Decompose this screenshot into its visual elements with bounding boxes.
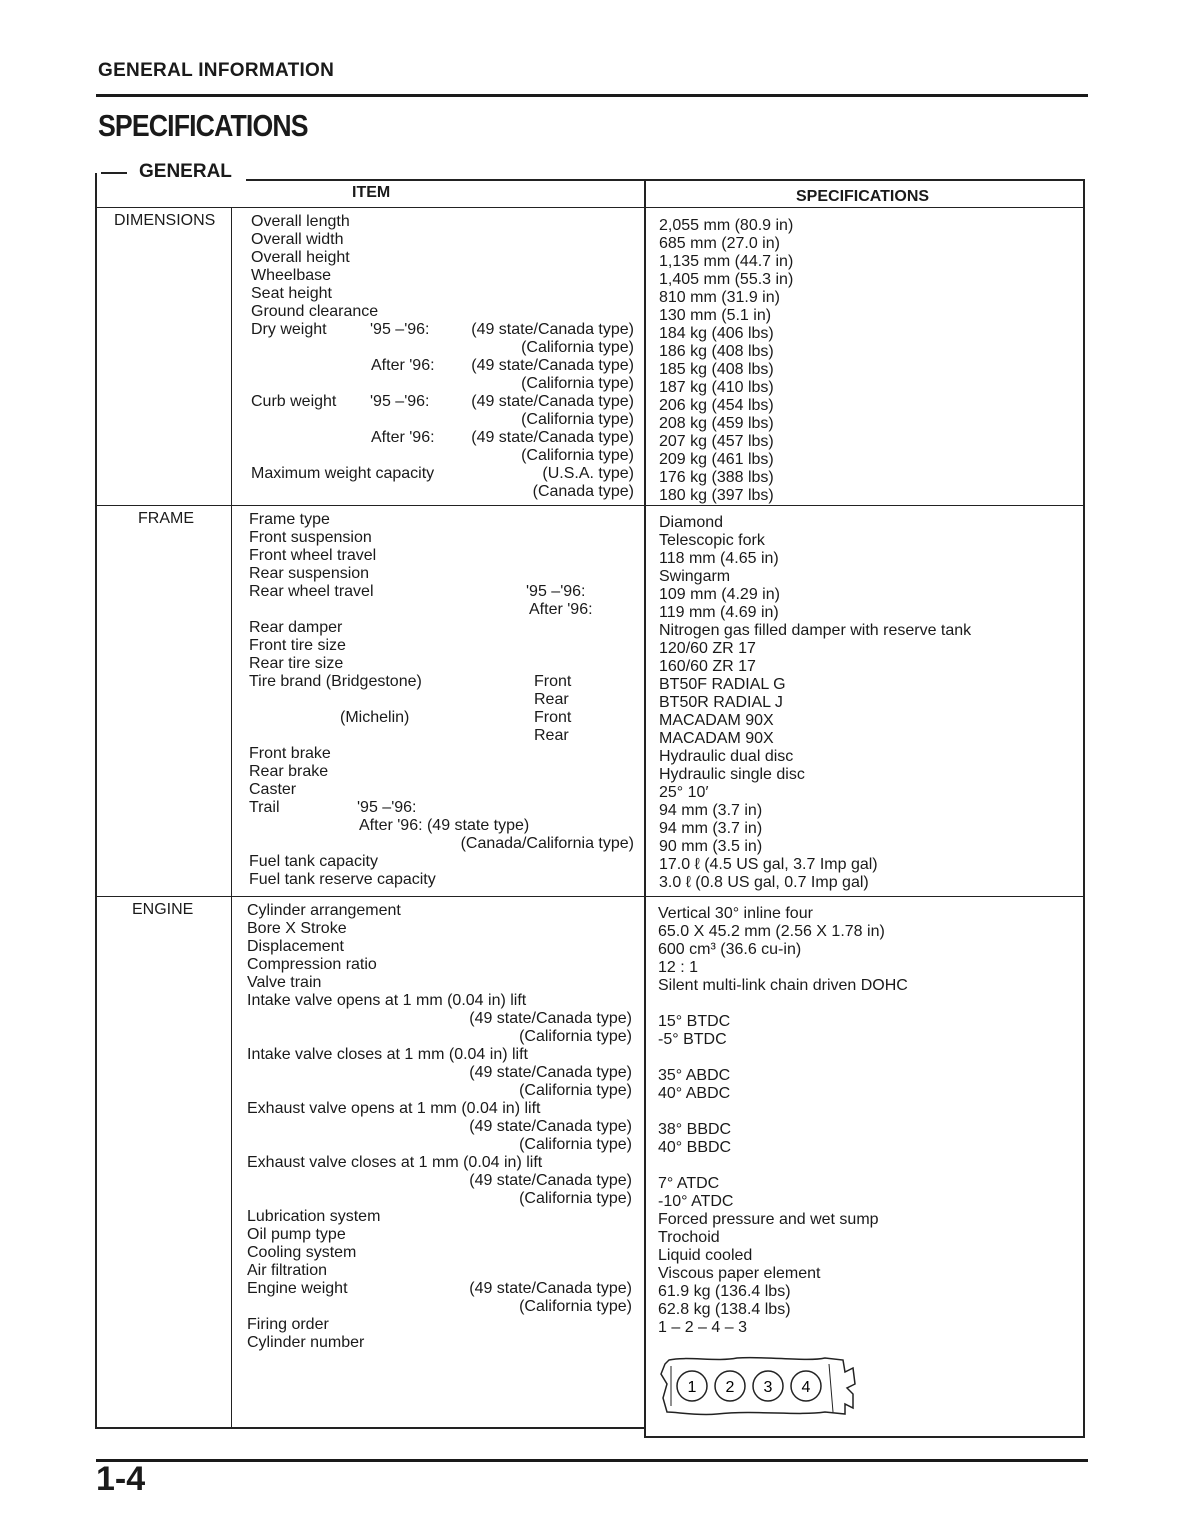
spec-value: 186 kg (408 lbs) (659, 343, 774, 360)
spec-value: 1,135 mm (44.7 in) (659, 253, 794, 270)
spec-column-divider (644, 179, 646, 1437)
item-type: (California type) (519, 1136, 632, 1153)
spec-value: 2,055 mm (80.9 in) (659, 217, 794, 234)
item-type: (California type) (519, 1190, 632, 1207)
item-label: Engine weight (247, 1280, 348, 1297)
spec-value: 38° BBDC (658, 1121, 732, 1138)
spec-value: 7° ATDC (658, 1175, 720, 1192)
item-label: Overall height (251, 249, 350, 266)
spec-value: 94 mm (3.7 in) (659, 802, 763, 819)
spec-value: MACADAM 90X (659, 712, 774, 729)
item-qualifier: '95 –'96: (526, 583, 586, 600)
item-type: (49 state/Canada type) (471, 429, 634, 446)
cylinder-number: 2 (725, 1379, 735, 1396)
item-label: Ground clearance (251, 303, 379, 320)
item-label: Bore X Stroke (247, 920, 347, 937)
item-type: (California type) (521, 411, 634, 428)
item-type: (California type) (519, 1028, 632, 1045)
spec-value: 187 kg (410 lbs) (659, 379, 774, 396)
item-qualifier: After '96: (529, 601, 593, 618)
item-label: Tire brand (Bridgestone) (249, 673, 422, 690)
spec-value: -10° ATDC (658, 1193, 734, 1210)
spec-value: 12 : 1 (658, 959, 699, 976)
spec-value: Swingarm (659, 568, 731, 585)
item-label: Cooling system (247, 1244, 357, 1261)
spec-value: 94 mm (3.7 in) (659, 820, 763, 837)
spec-value: 61.9 kg (136.4 lbs) (658, 1283, 791, 1300)
spec-value: 176 kg (388 lbs) (659, 469, 774, 486)
item-label: Firing order (247, 1316, 329, 1333)
spec-value: 90 mm (3.5 in) (659, 838, 763, 855)
table-bottom-border-right (644, 1436, 1085, 1438)
engine-section-rule (95, 896, 1085, 897)
spec-value: Silent multi-link chain driven DOHC (658, 977, 908, 994)
spec-value: 180 kg (397 lbs) (659, 487, 774, 504)
item-type: (49 state/Canada type) (471, 393, 634, 410)
column-header-item: ITEM (352, 184, 391, 201)
item-type: (49 state/Canada type) (471, 321, 634, 338)
item-type: (California type) (519, 1082, 632, 1099)
spec-value: 160/60 ZR 17 (659, 658, 756, 675)
item-label: Rear tire size (249, 655, 344, 672)
item-type: (U.S.A. type) (542, 465, 634, 482)
item-label: Frame type (249, 511, 330, 528)
spec-value: Forced pressure and wet sump (658, 1211, 879, 1228)
item-label: Fuel tank capacity (249, 853, 378, 870)
spec-value: 810 mm (31.9 in) (659, 289, 780, 306)
spec-value: Vertical 30° inline four (658, 905, 813, 922)
spec-value: 209 kg (461 lbs) (659, 451, 774, 468)
spec-value: 207 kg (457 lbs) (659, 433, 774, 450)
spec-value: 208 kg (459 lbs) (659, 415, 774, 432)
spec-value: 65.0 X 45.2 mm (2.56 X 1.78 in) (658, 923, 885, 940)
spec-value: 120/60 ZR 17 (659, 640, 756, 657)
table-top-rule (246, 179, 1085, 181)
spec-value: 1 – 2 – 4 – 3 (658, 1319, 747, 1336)
table-left-border (95, 173, 97, 1429)
item-label: Intake valve closes at 1 mm (0.04 in) lift (247, 1046, 528, 1063)
spec-value: 25° 10′ (659, 784, 709, 801)
header-rule (96, 94, 1088, 97)
item-label: Seat height (251, 285, 332, 302)
section-header: GENERAL INFORMATION (98, 60, 335, 81)
table-right-border (1083, 179, 1085, 1438)
subsection-title: GENERAL (139, 161, 232, 182)
table-bottom-border-left (95, 1427, 645, 1429)
cylinder-number-diagram (657, 1354, 859, 1418)
category-dimensions: DIMENSIONS (114, 212, 216, 229)
category-engine: ENGINE (132, 901, 194, 918)
spec-value: 184 kg (406 lbs) (659, 325, 774, 342)
spec-value: MACADAM 90X (659, 730, 774, 747)
spec-value: Liquid cooled (658, 1247, 753, 1264)
spec-value: 206 kg (454 lbs) (659, 397, 774, 414)
item-label: Front suspension (249, 529, 372, 546)
item-label: Overall width (251, 231, 344, 248)
item-label: Displacement (247, 938, 344, 955)
spec-value: 685 mm (27.0 in) (659, 235, 780, 252)
item-label: Trail (249, 799, 280, 816)
item-type: (California type) (521, 375, 634, 392)
spec-value: 600 cm³ (36.6 cu-in) (658, 941, 802, 958)
spec-value: 118 mm (4.65 in) (659, 550, 779, 567)
item-type: (49 state/Canada type) (471, 357, 634, 374)
item-label: Maximum weight capacity (251, 465, 435, 482)
item-type: (49 state/Canada type) (469, 1118, 632, 1135)
spec-value: 119 mm (4.69 in) (659, 604, 779, 621)
cylinder-number: 1 (687, 1379, 697, 1396)
item-label: Oil pump type (247, 1226, 346, 1243)
item-label: Exhaust valve closes at 1 mm (0.04 in) lift (247, 1154, 543, 1171)
item-label: Wheelbase (251, 267, 332, 284)
spec-value: 40° ABDC (658, 1085, 731, 1102)
item-type: (49 state/Canada type) (469, 1280, 632, 1297)
item-label: Curb weight (251, 393, 337, 410)
spec-value: 185 kg (408 lbs) (659, 361, 774, 378)
category-frame: FRAME (138, 510, 194, 527)
spec-value: Telescopic fork (659, 532, 765, 549)
spec-value: Trochoid (658, 1229, 720, 1246)
item-type: (California type) (521, 339, 634, 356)
spec-value: 62.8 kg (138.4 lbs) (658, 1301, 791, 1318)
item-qualifier: Front (534, 709, 572, 726)
spec-value: Nitrogen gas filled damper with reserve tank (659, 622, 972, 639)
category-column-divider (231, 207, 232, 1428)
spec-value: BT50F RADIAL G (659, 676, 786, 693)
item-type: (California type) (519, 1298, 632, 1315)
page-number: 1-4 (96, 1460, 146, 1498)
item-qualifier: After '96: (49 state type) (359, 817, 530, 834)
spec-value: Hydraulic single disc (659, 766, 805, 783)
item-type: (Canada type) (532, 483, 634, 500)
item-qualifier: (Canada/California type) (460, 835, 634, 852)
item-type: (49 state/Canada type) (469, 1010, 632, 1027)
spec-value: -5° BTDC (658, 1031, 727, 1048)
item-label: Dry weight (251, 321, 327, 338)
spec-value: BT50R RADIAL J (659, 694, 783, 711)
item-label: Lubrication system (247, 1208, 381, 1225)
cylinder-number: 3 (763, 1379, 773, 1396)
spec-value: Hydraulic dual disc (659, 748, 794, 765)
item-type: (49 state/Canada type) (469, 1064, 632, 1081)
item-label: Valve train (247, 974, 322, 991)
header-row-rule (95, 207, 1085, 208)
spec-value: 3.0 ℓ (0.8 US gal, 0.7 Imp gal) (659, 874, 869, 891)
section-rule-left (101, 172, 127, 174)
item-label: Cylinder number (247, 1334, 365, 1351)
item-year: '95 –'96: (370, 393, 430, 410)
item-year: After '96: (371, 357, 435, 374)
item-label: Rear damper (249, 619, 343, 636)
cylinder-number: 4 (801, 1379, 811, 1396)
item-label: Rear wheel travel (249, 583, 374, 600)
item-year: After '96: (371, 429, 435, 446)
spec-value: Viscous paper element (658, 1265, 821, 1282)
item-label: Rear brake (249, 763, 329, 780)
item-type: (49 state/Canada type) (469, 1172, 632, 1189)
column-header-specifications: SPECIFICATIONS (796, 188, 930, 205)
item-year: '95 –'96: (370, 321, 430, 338)
item-label: Compression ratio (247, 956, 377, 973)
spec-value: 17.0 ℓ (4.5 US gal, 3.7 Imp gal) (659, 856, 878, 873)
spec-value: 15° BTDC (658, 1013, 731, 1030)
item-qualifier: Front (534, 673, 572, 690)
spec-value: Diamond (659, 514, 724, 531)
footer-rule (96, 1459, 1088, 1462)
item-label: Front brake (249, 745, 331, 762)
item-label: Fuel tank reserve capacity (249, 871, 436, 888)
item-label: Cylinder arrangement (247, 902, 401, 919)
spec-value: 130 mm (5.1 in) (659, 307, 772, 324)
item-label: Rear suspension (249, 565, 370, 582)
item-label: Front wheel travel (249, 547, 377, 564)
item-label: Exhaust valve opens at 1 mm (0.04 in) lift (247, 1100, 541, 1117)
item-label: Air filtration (247, 1262, 328, 1279)
item-qualifier: Rear (534, 691, 569, 708)
item-label: Intake valve opens at 1 mm (0.04 in) lift (247, 992, 527, 1009)
spec-value: 35° ABDC (658, 1067, 731, 1084)
item-qualifier: '95 –'96: (357, 799, 417, 816)
item-label: (Michelin) (340, 709, 410, 726)
frame-section-rule (95, 505, 1085, 506)
page-title: SPECIFICATIONS (98, 108, 308, 143)
spec-value: 109 mm (4.29 in) (659, 586, 780, 603)
item-qualifier: Rear (534, 727, 569, 744)
item-label: Overall length (251, 213, 350, 230)
item-label: Front tire size (249, 637, 346, 654)
spec-value: 1,405 mm (55.3 in) (659, 271, 794, 288)
item-type: (California type) (521, 447, 634, 464)
item-label: Caster (249, 781, 297, 798)
spec-value: 40° BBDC (658, 1139, 732, 1156)
